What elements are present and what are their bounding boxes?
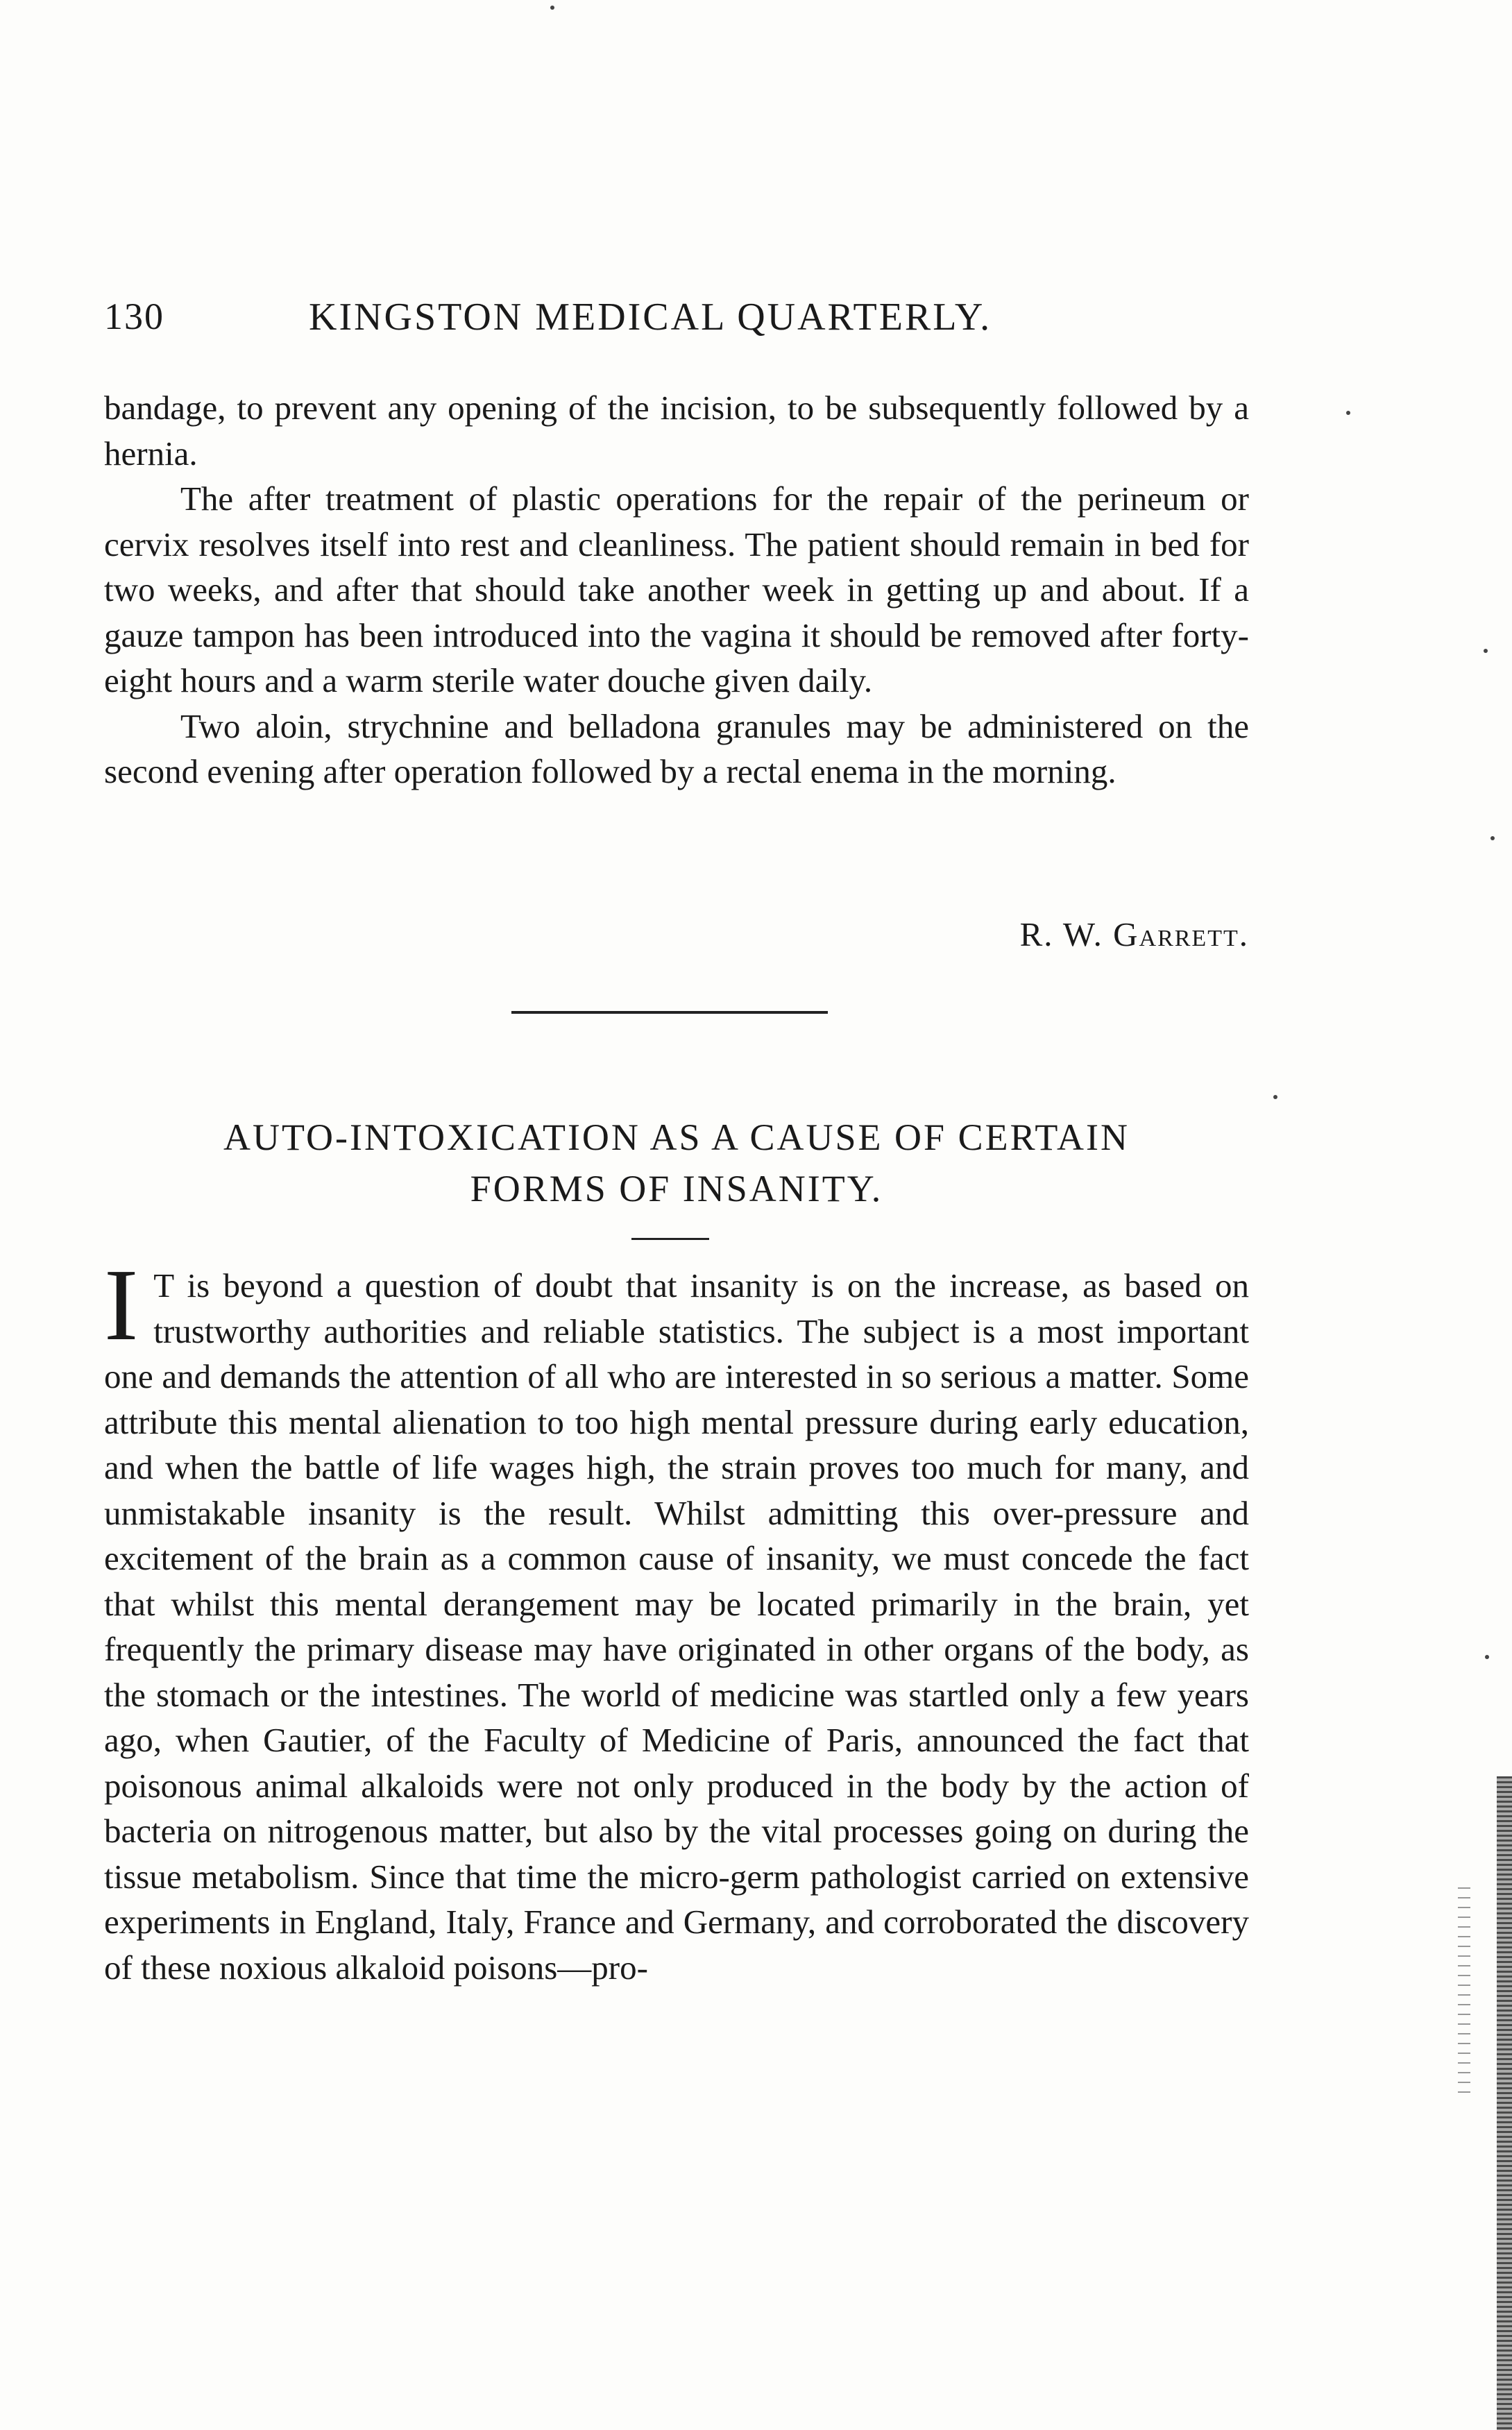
scan-edge-artifact [1497, 1776, 1512, 2430]
article-paragraph [104, 1248, 1249, 1990]
signature-surname: Garrett. [1113, 915, 1249, 953]
page-number: 130 [104, 296, 164, 337]
scan-speck [1490, 836, 1495, 840]
scan-noise-artifact [1458, 1887, 1470, 2096]
page-header [104, 295, 1249, 350]
scan-speck [1485, 1655, 1489, 1659]
paragraph: bandage, to prevent any opening of the incision, to be subsequently followed by a hernia. [104, 389, 1249, 473]
article-title-line-1: AUTO-INTOXICATION AS A CAUSE OF CERTAIN [223, 1116, 1130, 1158]
author-signature-block [104, 915, 1249, 963]
article-body [104, 1248, 1249, 1990]
scan-speck [1346, 411, 1350, 415]
scan-speck [1484, 649, 1488, 653]
title-divider [631, 1238, 709, 1240]
article-title-line-2: FORMS OF INSANITY. [470, 1168, 883, 1209]
paragraph: Two aloin, strychnine and belladona granules may be administered on the second evening after operation followed by a rectal enema in the morning. [104, 706, 1249, 790]
previous-article-text [104, 385, 1249, 795]
running-head: KINGSTON MEDICAL QUARTERLY. [309, 296, 992, 339]
article-body-text: T is beyond a question of doubt that insanity is on the increase, as based on trustworthy authorities and reliable statistics. The subject is a most important one and demands the attention of all who are interested in so serious a matter. Some attribute this mental alienation to too high mental pressure during early education, and when the battle of life wages high, the strain proves too much for many, and unmistakable insanity is the result. Whilst admitting this over-pressure and excitement of the brain as a common cause of insanity, we must concede the fact that whilst this mental derangement may be located primarily in the brain, yet frequently the primary disease may have originated in other organs of the body, as the stomach or the intestines. The world of medicine was startled only a few years ago, when Gautier, of the Faculty of Medicine of Paris, announced the fact that poisonous animal alkaloids were not only produced in the body by the action of bacteria on nitrogenous matter, but also by the vital processes going on during the tissue metabolism. Since that time the micro-germ pathologist carried on extensive experiments in England, Italy, France and Germany, and corroborated the discovery of these noxious alkaloid poisons—pro- [104, 1266, 1249, 1987]
signature-initials: R. W. [1019, 915, 1103, 953]
paragraph: The after treatment of plastic operations for the repair of the perineum or cervix resolves itself into rest and cleanliness. The patient should remain in bed for two weeks, and after that should take another week in getting up and about. If a gauze tampon has been introduced into the vagina it should be removed after forty-eight hours and a warm sterile water douche given daily. [104, 479, 1249, 699]
author-signature [1020, 915, 1249, 954]
drop-cap: I [104, 1248, 139, 1362]
scan-speck [550, 6, 554, 10]
scan-speck [1273, 1095, 1277, 1099]
section-divider [511, 1011, 828, 1014]
